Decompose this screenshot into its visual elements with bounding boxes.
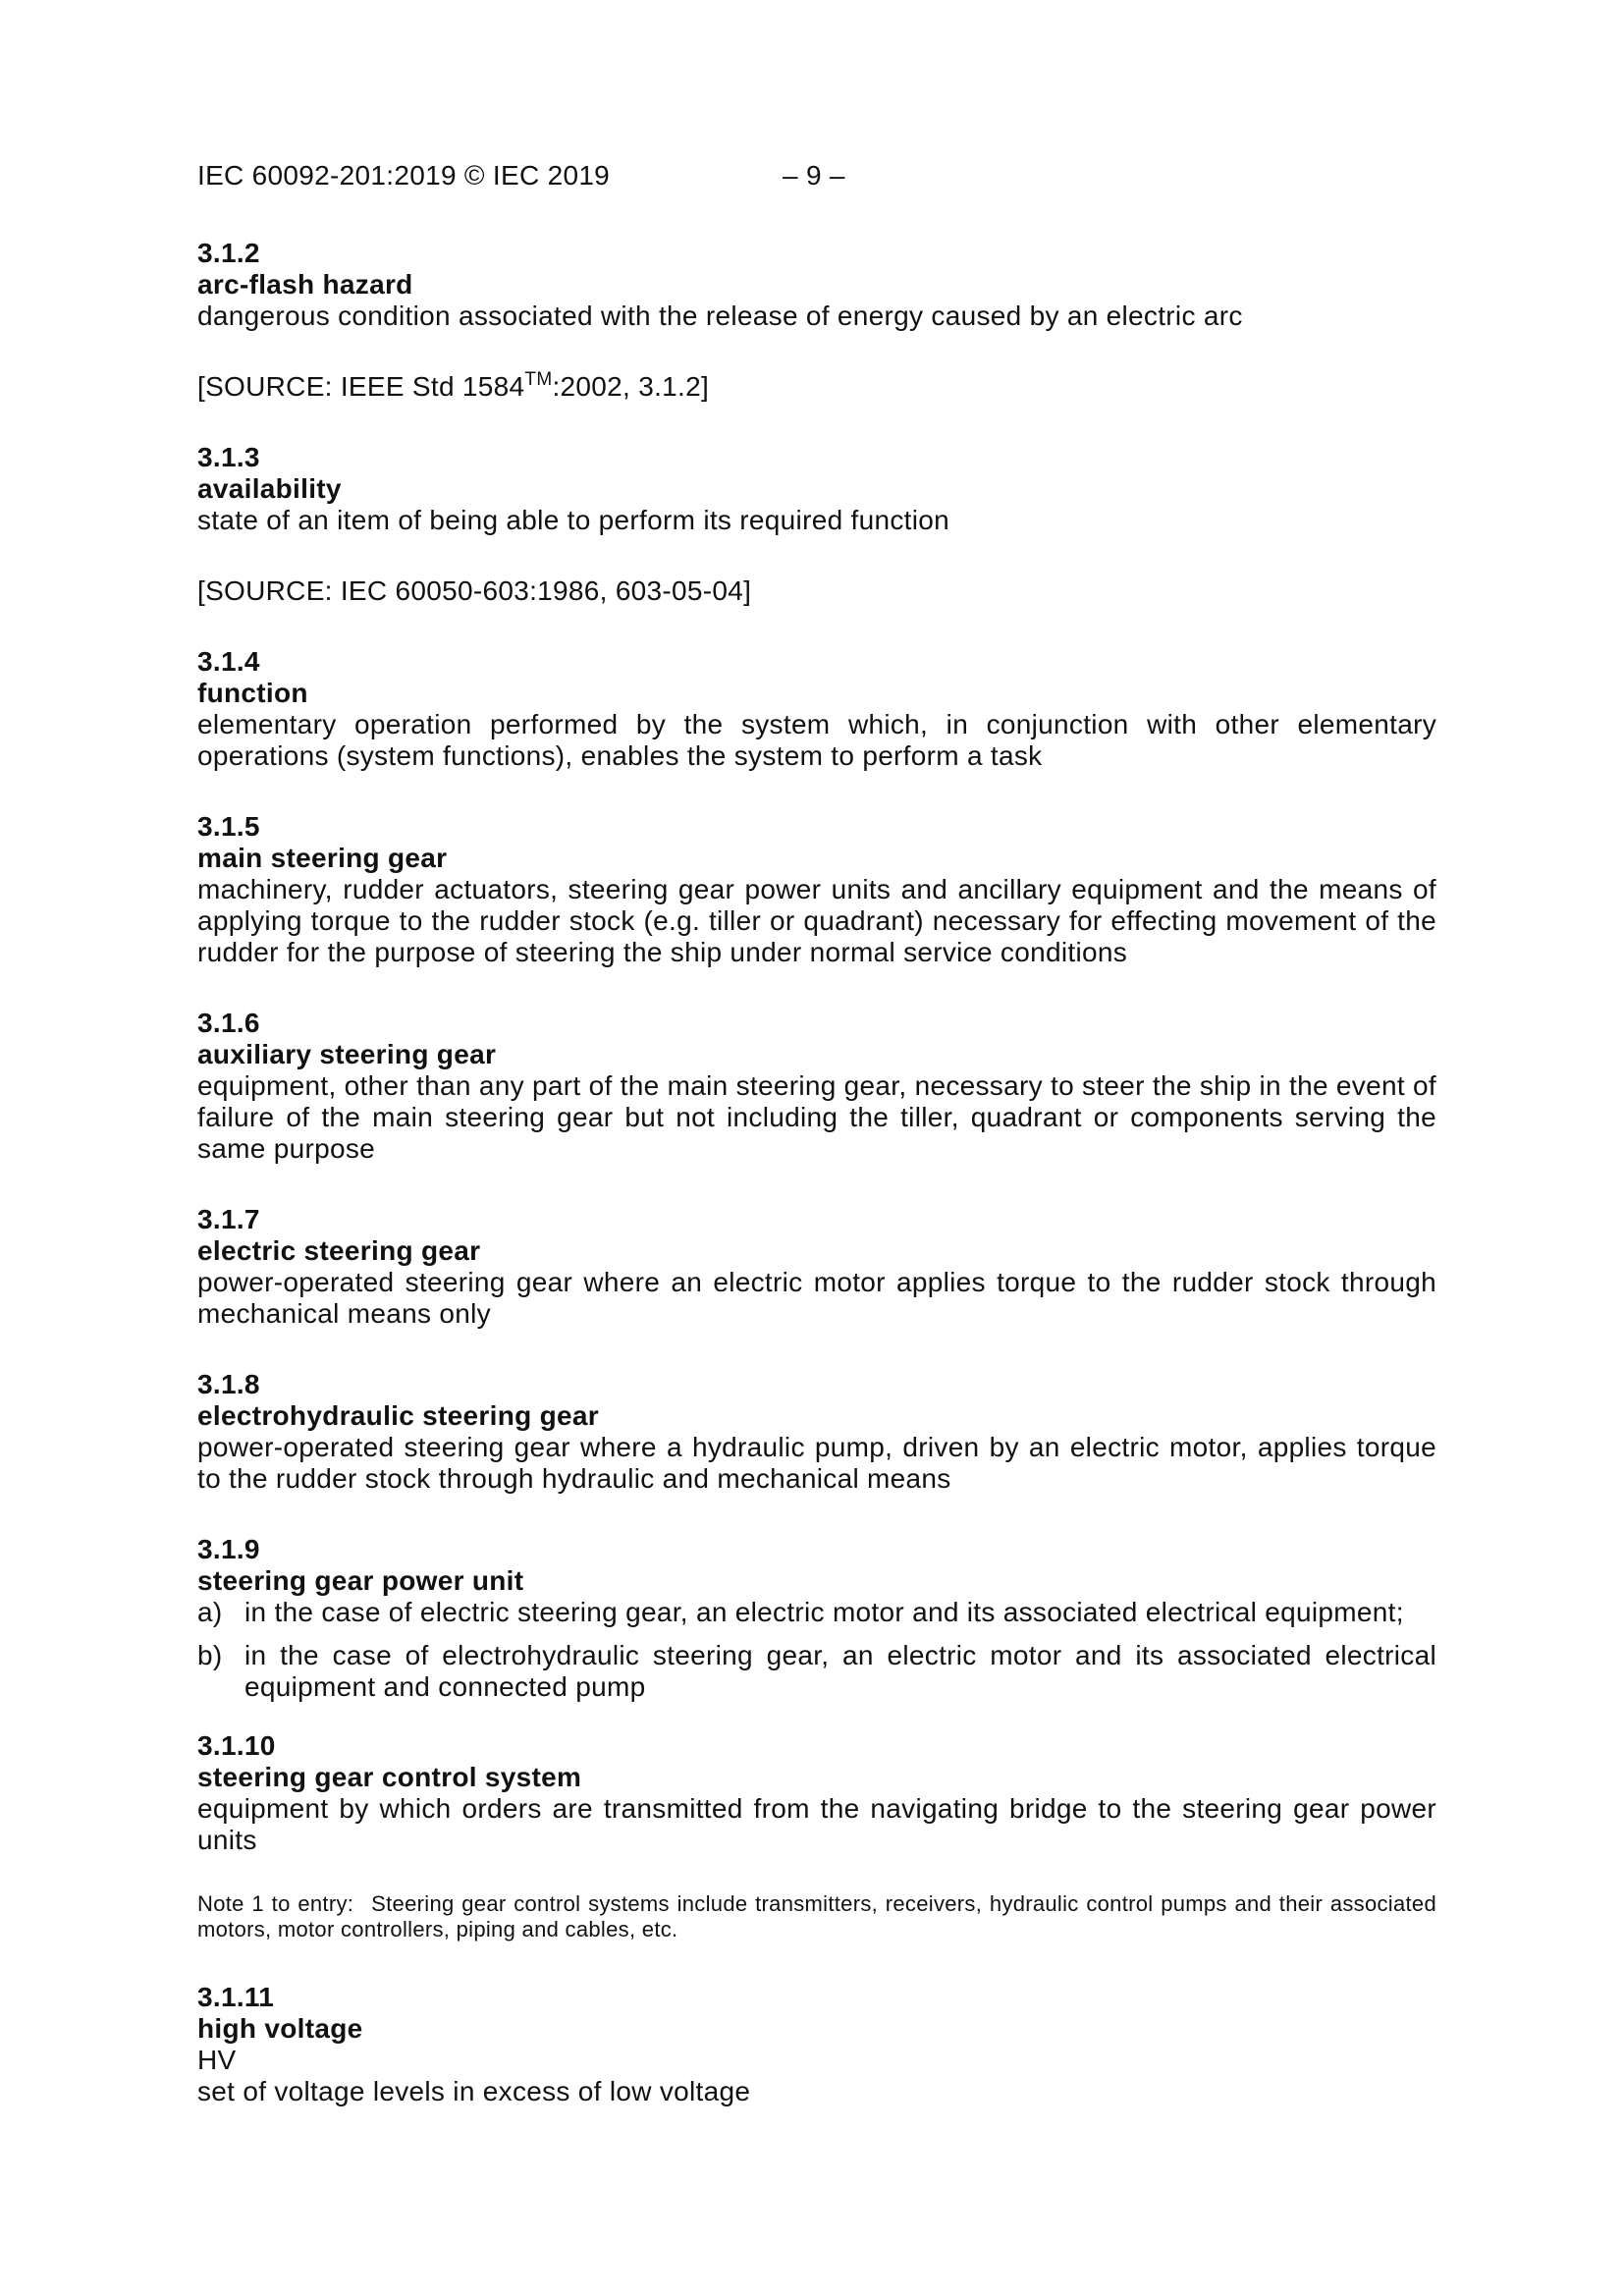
term-entry-3-1-9 xyxy=(197,1534,1436,1703)
page-header xyxy=(197,157,845,194)
definition-list xyxy=(197,1597,1436,1703)
entry-definition: machinery, rudder actuators, steering gear power units and ancillary equipment and the means of applying torque to the rudder stock (e.g. tiller or quadrant) necessary for effecting movement of the rudder for the purpose of steering the ship under normal service conditions xyxy=(197,874,1436,967)
entry-term: auxiliary steering gear xyxy=(197,1039,497,1069)
list-item xyxy=(197,1597,1436,1628)
entry-term: function xyxy=(197,678,308,708)
trademark-superscript: TM xyxy=(524,369,553,390)
entry-definition: power-operated steering gear where an electric motor applies torque to the rudder stock through mechanical means only xyxy=(197,1267,1436,1329)
term-entry-3-1-11 xyxy=(197,1982,1436,2107)
list-item xyxy=(197,1640,1436,1703)
entry-number: 3.1.11 xyxy=(197,1982,275,2012)
entry-definition: power-operated steering gear where a hydraulic pump, driven by an electric motor, applies torque to the rudder stock through hydraulic and mechanical means xyxy=(197,1432,1436,1494)
standard-reference: IEC 60092-201:2019 © IEC 2019 xyxy=(197,160,611,191)
entry-definition: equipment, other than any part of the main steering gear, necessary to steer the ship in the event of failure of the main steering gear but not including the tiller, quadrant or components serving the same purpose xyxy=(197,1070,1436,1164)
definitions-content xyxy=(197,238,1436,2147)
term-entry-3-1-8 xyxy=(197,1369,1436,1495)
entry-source: [SOURCE: IEC 60050-603:1986, 603-05-04] xyxy=(197,575,752,606)
entry-number: 3.1.5 xyxy=(197,811,260,842)
term-entry-3-1-3 xyxy=(197,442,1436,607)
term-entry-3-1-7 xyxy=(197,1204,1436,1330)
entry-term: electrohydraulic steering gear xyxy=(197,1400,599,1431)
entry-term: main steering gear xyxy=(197,843,448,873)
list-marker: b) xyxy=(197,1640,223,1670)
entry-number: 3.1.7 xyxy=(197,1204,260,1234)
entry-definition: elementary operation performed by the system which, in conjunction with other elementary operations (system functions), enables the system to perform a task xyxy=(197,709,1436,771)
entry-definition: dangerous condition associated with the release of energy caused by an electric arc xyxy=(197,301,1243,331)
entry-number: 3.1.3 xyxy=(197,442,260,472)
term-entry-3-1-5 xyxy=(197,811,1436,968)
entry-number: 3.1.2 xyxy=(197,238,260,268)
list-item-text: in the case of electrohydraulic steering gear, an electric motor and its associated electrical equipment and connected pump xyxy=(244,1640,1436,1702)
list-item-text: in the case of electric steering gear, an electric motor and its associated electrical equipment; xyxy=(244,1597,1404,1627)
entry-term: availability xyxy=(197,473,342,504)
entry-term: high voltage xyxy=(197,2013,363,2044)
entry-number: 3.1.6 xyxy=(197,1008,260,1038)
entry-abbreviation: HV xyxy=(197,2045,237,2075)
entry-source xyxy=(197,371,1436,403)
entry-number: 3.1.10 xyxy=(197,1730,276,1761)
source-suffix: :2002, 3.1.2] xyxy=(552,371,710,402)
list-marker: a) xyxy=(197,1597,223,1627)
note-to-entry xyxy=(197,1891,1436,1942)
source-prefix: [SOURCE: IEEE Std 1584 xyxy=(197,371,525,402)
entry-definition: state of an item of being able to perform its required function xyxy=(197,505,949,535)
entry-number: 3.1.8 xyxy=(197,1369,260,1399)
entry-definition: set of voltage levels in excess of low voltage xyxy=(197,2076,751,2106)
entry-term: steering gear control system xyxy=(197,1762,582,1792)
term-entry-3-1-10 xyxy=(197,1730,1436,1942)
entry-term: steering gear power unit xyxy=(197,1565,524,1596)
term-entry-3-1-2 xyxy=(197,238,1436,403)
note-text: Steering gear control systems include transmitters, receivers, hydraulic control pumps and their associated motors, motor controllers, piping and cables, etc. xyxy=(197,1891,1436,1941)
entry-term: arc-flash hazard xyxy=(197,269,413,300)
page-number: – 9 – xyxy=(783,160,845,191)
entry-number: 3.1.9 xyxy=(197,1534,260,1564)
term-entry-3-1-4 xyxy=(197,646,1436,772)
term-entry-3-1-6 xyxy=(197,1008,1436,1165)
entry-definition: equipment by which orders are transmitted from the navigating bridge to the steering gear power units xyxy=(197,1793,1436,1855)
entry-term: electric steering gear xyxy=(197,1235,481,1266)
entry-number: 3.1.4 xyxy=(197,646,260,677)
note-label: Note 1 to entry: xyxy=(197,1891,354,1916)
